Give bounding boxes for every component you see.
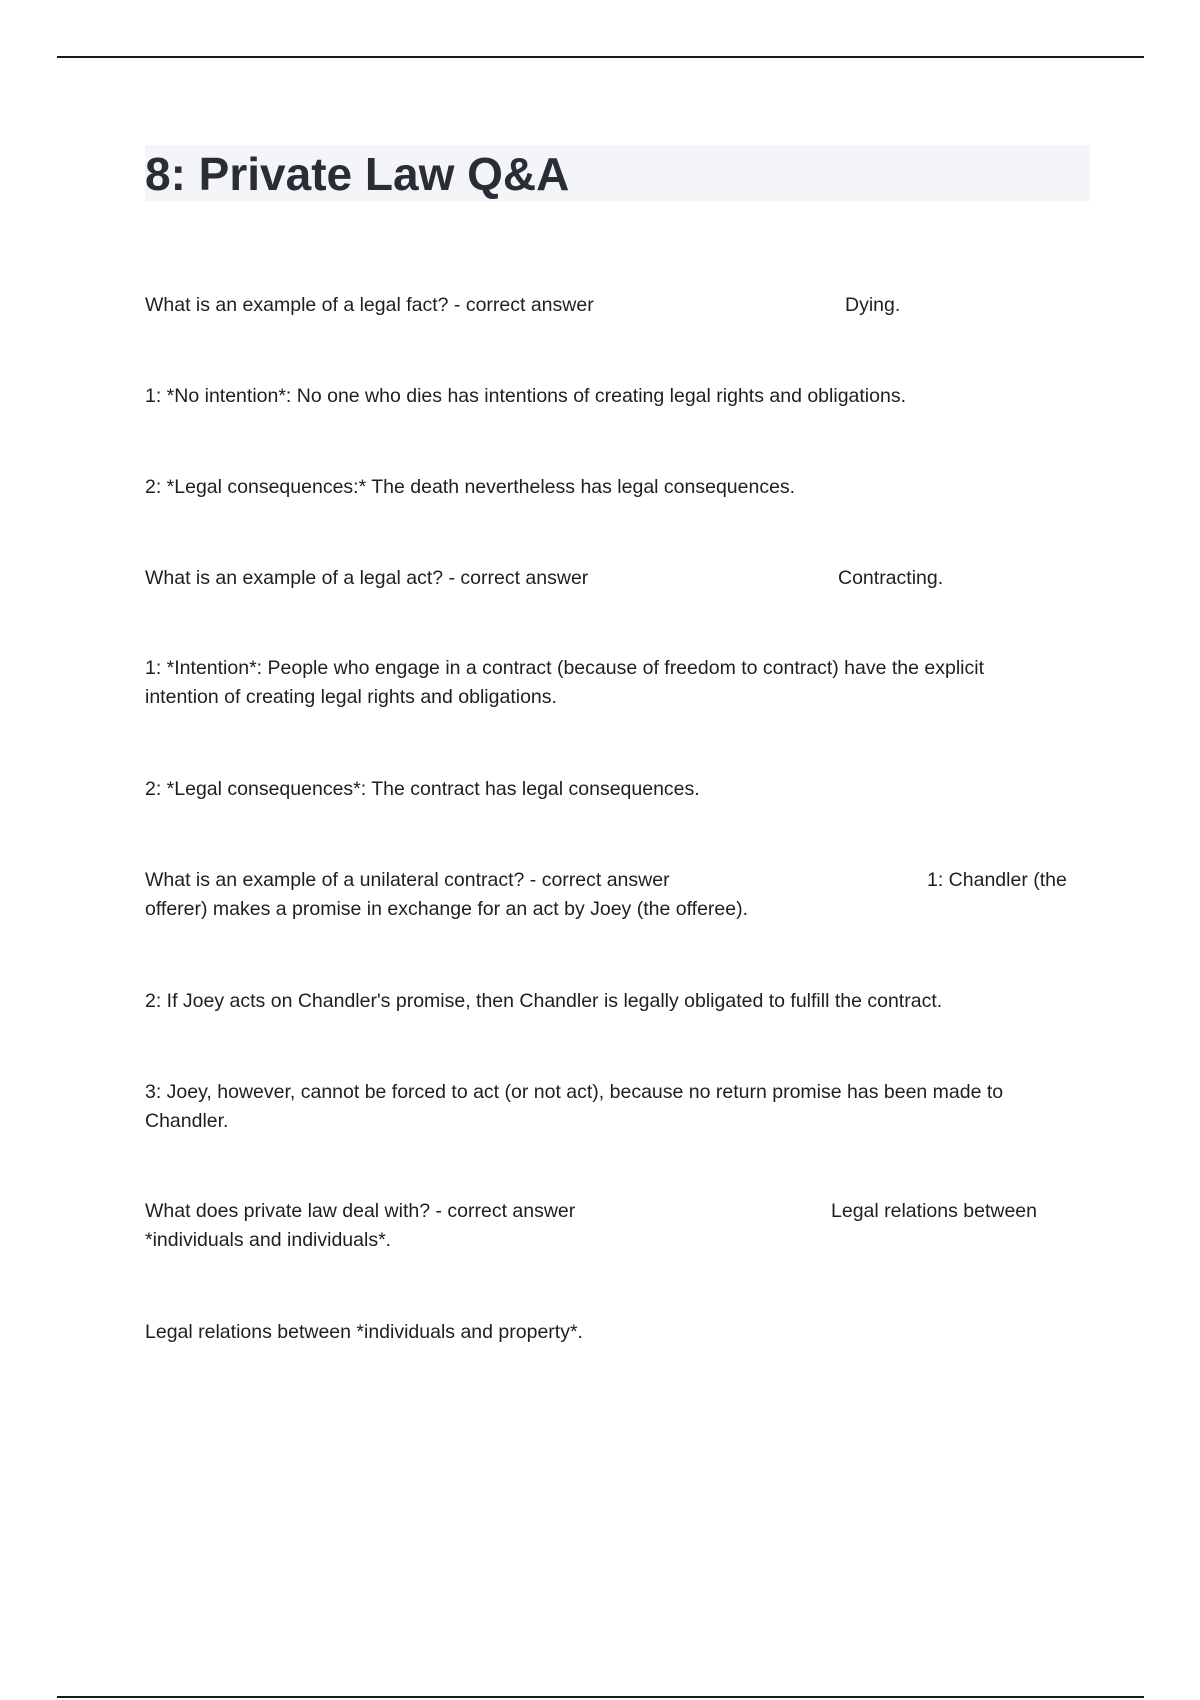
paragraph-line: 3: Joey, however, cannot be forced to act (or not act), because no return promise has been made to — [145, 1081, 1004, 1103]
question-text: What is an example of a unilateral contract? - correct answer — [145, 869, 670, 891]
paragraph: 1: *No intention*: No one who dies has intentions of creating legal rights and obligations. — [145, 385, 906, 407]
page-title: 8: Private Law Q&A — [145, 148, 570, 200]
paragraph: 2: *Legal consequences*: The contract has legal consequences. — [145, 778, 700, 800]
qa-legal-fact — [145, 291, 1095, 320]
paragraph — [145, 654, 1085, 712]
question-text: What does private law deal with? - correct answer — [145, 1200, 576, 1222]
top-rule — [57, 56, 1144, 58]
qa-unilateral-contract — [145, 866, 1095, 924]
bottom-rule — [57, 1696, 1144, 1698]
question-text: What is an example of a legal act? - correct answer — [145, 567, 589, 589]
paragraph: Legal relations between *individuals and property*. — [145, 1321, 583, 1343]
paragraph: 2: If Joey acts on Chandler's promise, then Chandler is legally obligated to fulfill the contract. — [145, 990, 943, 1012]
paragraph — [145, 1078, 1085, 1136]
paragraph-line: intention of creating legal rights and obligations. — [145, 686, 557, 708]
paragraph-line: 1: *Intention*: People who engage in a contract (because of freedom to contract) have the explicit — [145, 657, 985, 679]
answer-text: Contracting. — [838, 567, 944, 589]
qa-legal-act — [145, 564, 1095, 593]
answer-continuation: offerer) makes a promise in exchange for an act by Joey (the offeree). — [145, 898, 749, 920]
answer-text: Dying. — [845, 294, 901, 316]
paragraph-line: Chandler. — [145, 1110, 229, 1132]
answer-text: Legal relations between — [831, 1200, 1037, 1222]
paragraph: 2: *Legal consequences:* The death nevertheless has legal consequences. — [145, 476, 796, 498]
answer-text: 1: Chandler (the — [927, 869, 1067, 891]
qa-private-law — [145, 1197, 1095, 1255]
answer-continuation: *individuals and individuals*. — [145, 1229, 392, 1251]
question-text: What is an example of a legal fact? - correct answer — [145, 294, 594, 316]
